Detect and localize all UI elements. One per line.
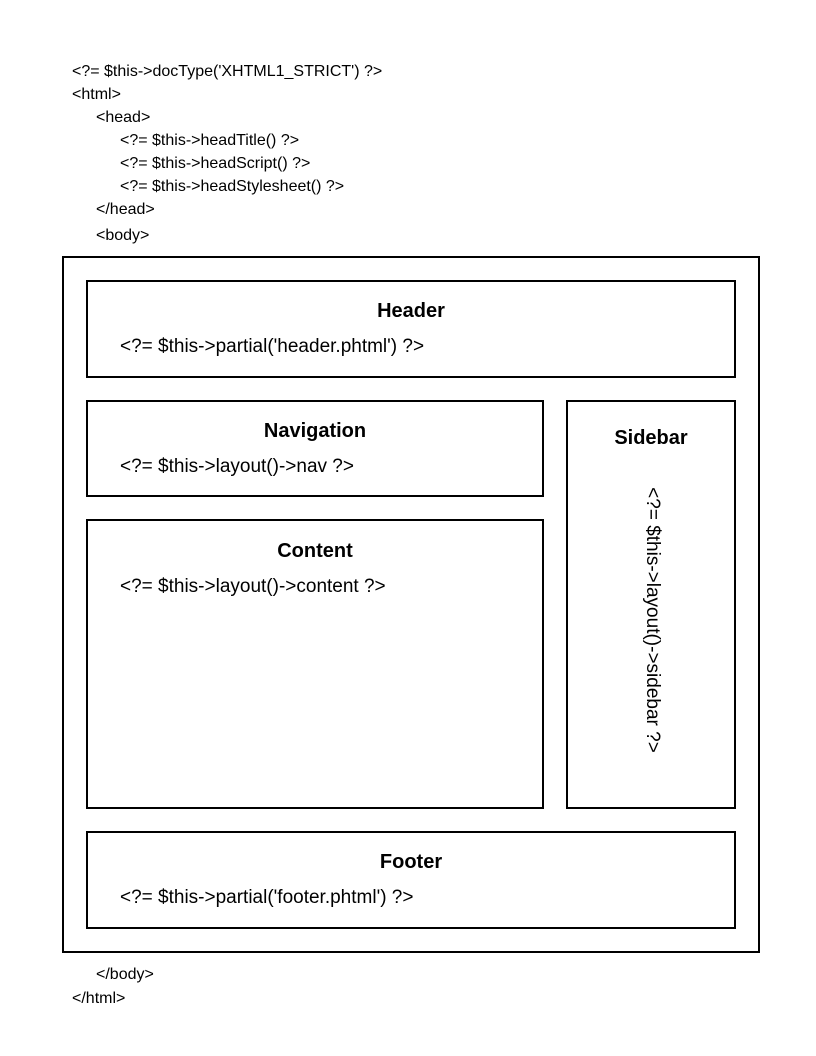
doctype-line: <?= $this->docType('XHTML1_STRICT') ?> <box>72 63 383 80</box>
footer-region <box>86 831 736 929</box>
sidebar-code: <?= $this->layout()->sidebar ?> <box>642 487 663 753</box>
content-code: <?= $this->layout()->content ?> <box>120 576 386 597</box>
body-open-line: <body> <box>96 227 150 244</box>
head-stylesheet-line: <?= $this->headStylesheet() ?> <box>120 178 345 195</box>
head-close-line: </head> <box>96 201 155 218</box>
navigation-title: Navigation <box>263 420 367 442</box>
header-code: <?= $this->partial('header.phtml') ?> <box>120 336 425 357</box>
footer-title: Footer <box>379 851 443 873</box>
navigation-code: <?= $this->layout()->nav ?> <box>120 456 354 477</box>
navigation-region <box>86 400 544 497</box>
sidebar-region <box>566 400 736 809</box>
html-open-line: <html> <box>72 86 121 103</box>
head-title-line: <?= $this->headTitle() ?> <box>120 132 300 149</box>
sidebar-title: Sidebar <box>614 427 688 449</box>
footer-code: <?= $this->partial('footer.phtml') ?> <box>120 887 414 908</box>
body-close-line: </body> <box>96 966 154 983</box>
head-script-line: <?= $this->headScript() ?> <box>120 155 311 172</box>
head-open-line: <head> <box>96 109 151 126</box>
header-title: Header <box>377 300 445 322</box>
content-region <box>86 519 544 809</box>
html-close-line: </html> <box>72 990 126 1007</box>
content-title: Content <box>277 540 353 562</box>
header-region <box>86 280 736 378</box>
